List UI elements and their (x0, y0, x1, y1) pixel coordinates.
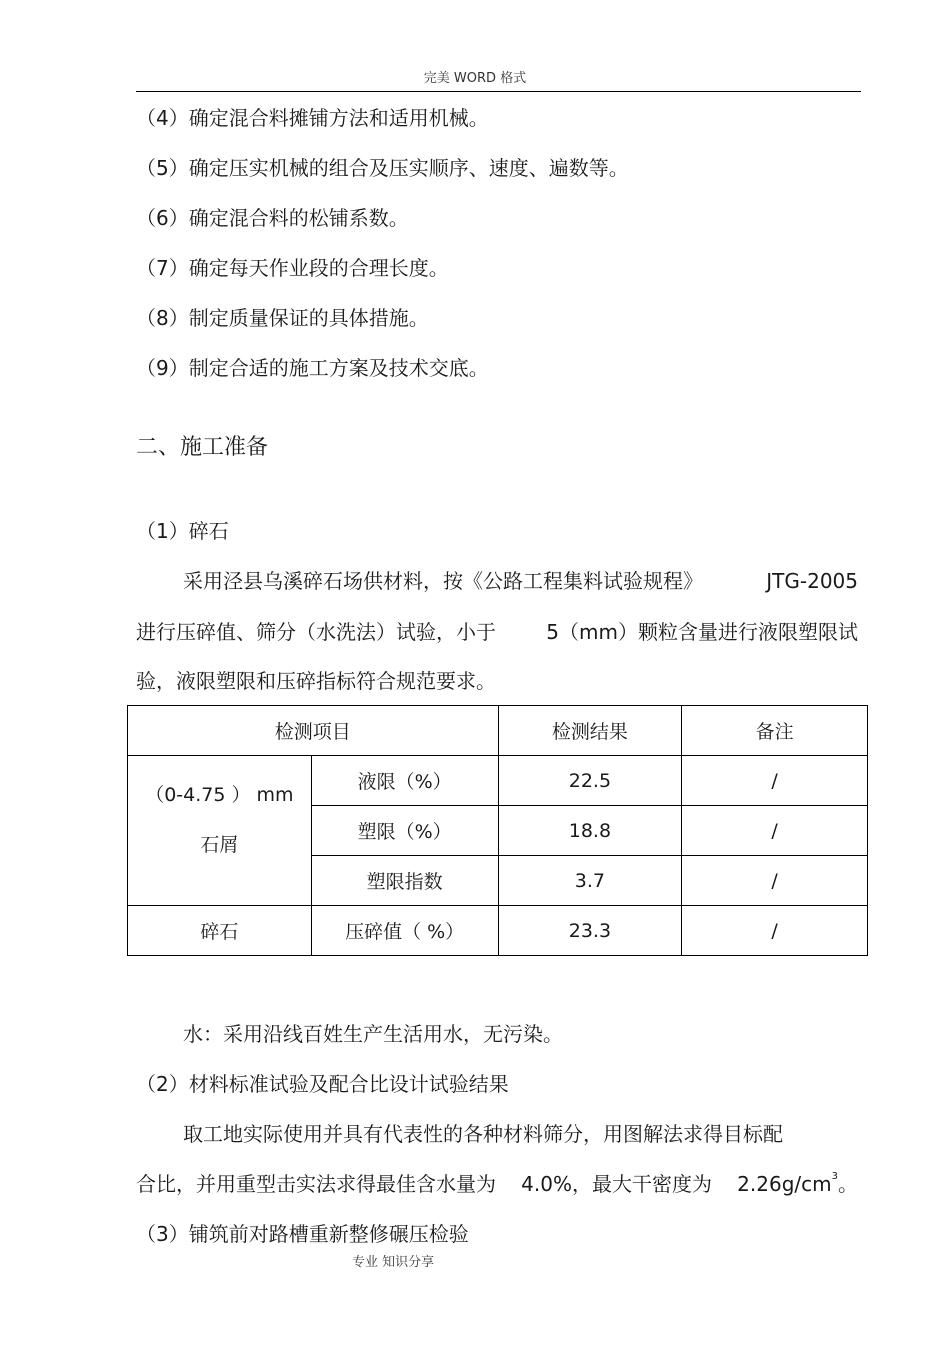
column-header: 备注 (682, 706, 868, 756)
group-label-gravel: 碎石 (128, 906, 312, 956)
table-cell: 压碎值（ %） (311, 906, 498, 956)
section-heading: 二、施工准备 (136, 435, 269, 460)
test-results-table (127, 705, 868, 956)
text-segment: 4.0%，最大干密度为 (521, 1172, 712, 1196)
table-cell: / (682, 806, 868, 856)
table-row (128, 756, 868, 806)
superscript: 3 (831, 1171, 838, 1182)
page-header: 完美 WORD 格式 (423, 71, 527, 86)
table-header-row (128, 706, 868, 756)
table-cell: 23.3 (498, 906, 682, 956)
paragraph-line (183, 569, 858, 593)
list-item: （5）确定压实机械的组合及压实顺序、速度、遍数等。 (136, 156, 629, 180)
column-header: 检测项目 (128, 706, 499, 756)
table-cell: / (682, 906, 868, 956)
paragraph-line (136, 1172, 858, 1196)
table-cell: 18.8 (498, 806, 682, 856)
subheading-subgrade: （3）铺筑前对路槽重新整修碾压检验 (136, 1222, 469, 1246)
table-cell: 塑限指数 (311, 856, 498, 906)
text-segment: 进行压碎值、筛分（水洗法）试验，小于 (136, 620, 496, 644)
text-segment (737, 1172, 858, 1196)
column-header: 检测结果 (498, 706, 682, 756)
table-cell: 液限（%） (311, 756, 498, 806)
subheading-gravel: （1）碎石 (136, 519, 229, 543)
group-label-line: 石屑 (200, 834, 239, 856)
paragraph-line: 取工地实际使用并具有代表性的各种材料筛分，用图解法求得目标配 (183, 1122, 783, 1146)
density-value: 2.26g/cm (737, 1172, 832, 1196)
text-segment: 采用泾县乌溪碎石场供材料，按《公路工程集料试验规程》 (183, 569, 703, 593)
header-divider (136, 91, 861, 92)
group-label-line: （0-4.75 ） mm (145, 784, 294, 806)
text-segment: 5（mm）颗粒含量进行液限塑限试 (546, 620, 858, 644)
list-item: （4）确定混合料摊铺方法和适用机械。 (136, 106, 489, 130)
table-cell: / (682, 856, 868, 906)
table-cell: 22.5 (498, 756, 682, 806)
table-cell: / (682, 756, 868, 806)
paragraph-water: 水：采用沿线百姓生产生活用水，无污染。 (183, 1022, 563, 1046)
period: 。 (837, 1172, 858, 1196)
text-segment: 合比，并用重型击实法求得最佳含水量为 (136, 1172, 496, 1196)
table-cell: 3.7 (498, 856, 682, 906)
list-item: （6）确定混合料的松铺系数。 (136, 206, 409, 230)
paragraph-line: 验，液限塑限和压碎指标符合规范要求。 (136, 669, 496, 693)
text-segment: JTG-2005 (766, 569, 858, 593)
table-row (128, 906, 868, 956)
list-item: （9）制定合适的施工方案及技术交底。 (136, 356, 489, 380)
group-label-stone-chips (128, 756, 312, 906)
list-item: （7）确定每天作业段的合理长度。 (136, 256, 449, 280)
page-footer: 专业 知识分享 (352, 1255, 435, 1270)
subheading-material: （2）材料标准试验及配合比设计试验结果 (136, 1072, 509, 1096)
paragraph-line (136, 620, 858, 644)
table-cell: 塑限（%） (311, 806, 498, 856)
list-item: （8）制定质量保证的具体措施。 (136, 306, 429, 330)
